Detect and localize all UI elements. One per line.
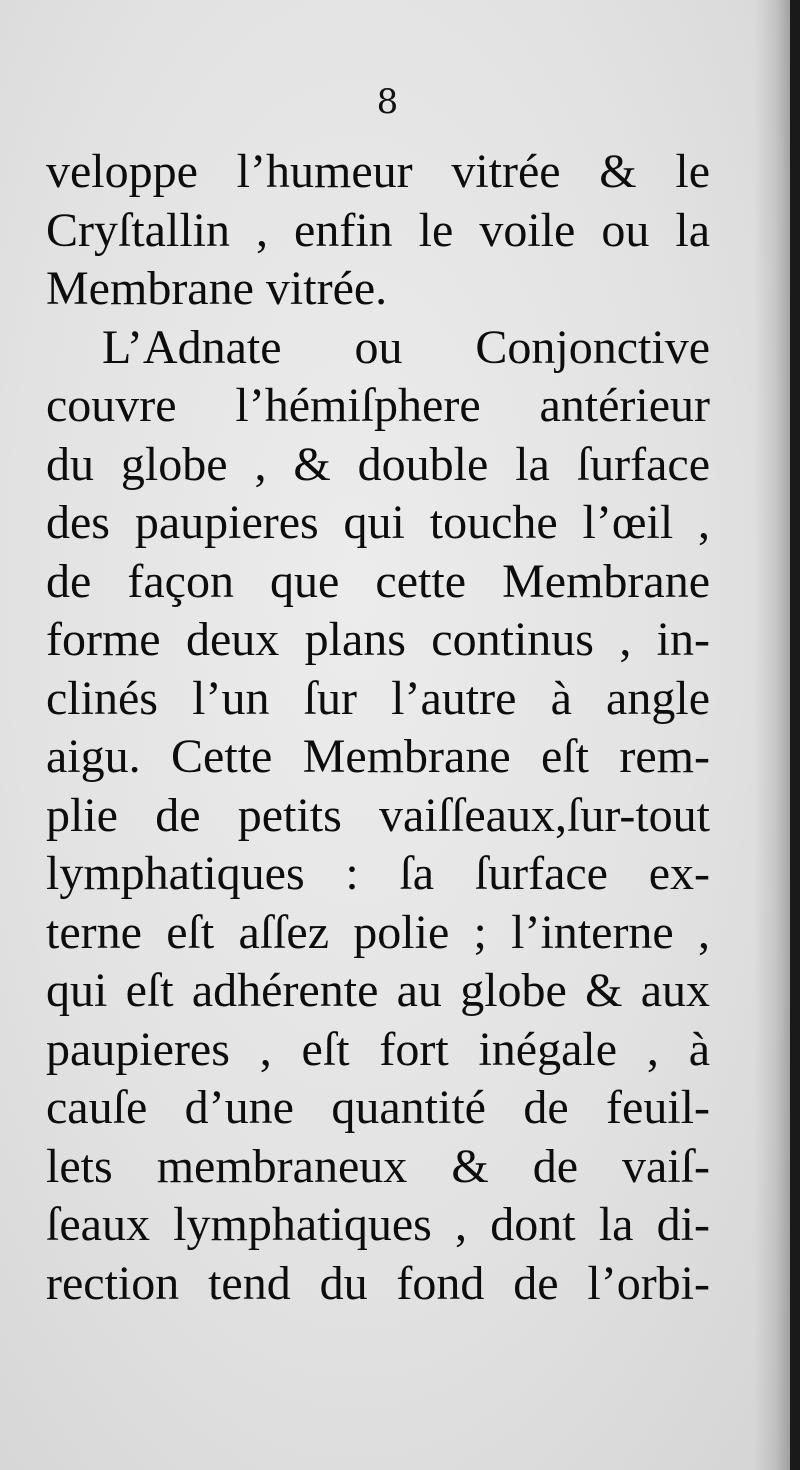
text-line: paupieres , eſt fort inégale , à bbox=[46, 1022, 710, 1076]
text-line: des paupieres qui touche l’œil , bbox=[46, 496, 710, 549]
text-line: Membrane vitrée. bbox=[46, 262, 388, 315]
text-line: clinés l’un ſur l’autre à angle bbox=[46, 671, 710, 725]
text-line: forme deux plans continus , in- bbox=[46, 613, 710, 666]
text-line: L’Adnate ou Conjonctive bbox=[102, 320, 710, 374]
text-line: veloppe l’humeur vitrée & le bbox=[46, 145, 710, 198]
text-line: qui eſt adhérente au globe & aux bbox=[46, 964, 710, 1017]
text-line: plie de petits vaiſſeaux,ſur-tout bbox=[46, 788, 710, 842]
text-line: du globe , & double la ſurface bbox=[46, 437, 710, 491]
text-line: aigu. Cette Membrane eſt rem- bbox=[46, 730, 710, 783]
text-line: Cryſtallin , enfin le voile ou la bbox=[46, 203, 710, 257]
page-number: 8 bbox=[376, 82, 400, 122]
page-edge-shadow bbox=[754, 0, 790, 1470]
text-line: terne eſt aſſez polie ; l’interne , bbox=[46, 905, 710, 959]
text-line: lymphatiques : ſa ſurface ex- bbox=[46, 847, 710, 900]
text-line: lets membraneux & de vaiſ- bbox=[46, 1139, 710, 1193]
text-line: ſeaux lymphatiques , dont la di- bbox=[46, 1198, 710, 1251]
text-line: rection tend du fond de l’orbi- bbox=[46, 1256, 710, 1310]
body-text bbox=[46, 143, 710, 1313]
text-line: de façon que cette Membrane bbox=[46, 554, 710, 608]
text-line: couvre l’hémiſphere antérieur bbox=[46, 379, 710, 432]
text-line: cauſe d’une quantité de feuil- bbox=[46, 1081, 710, 1134]
